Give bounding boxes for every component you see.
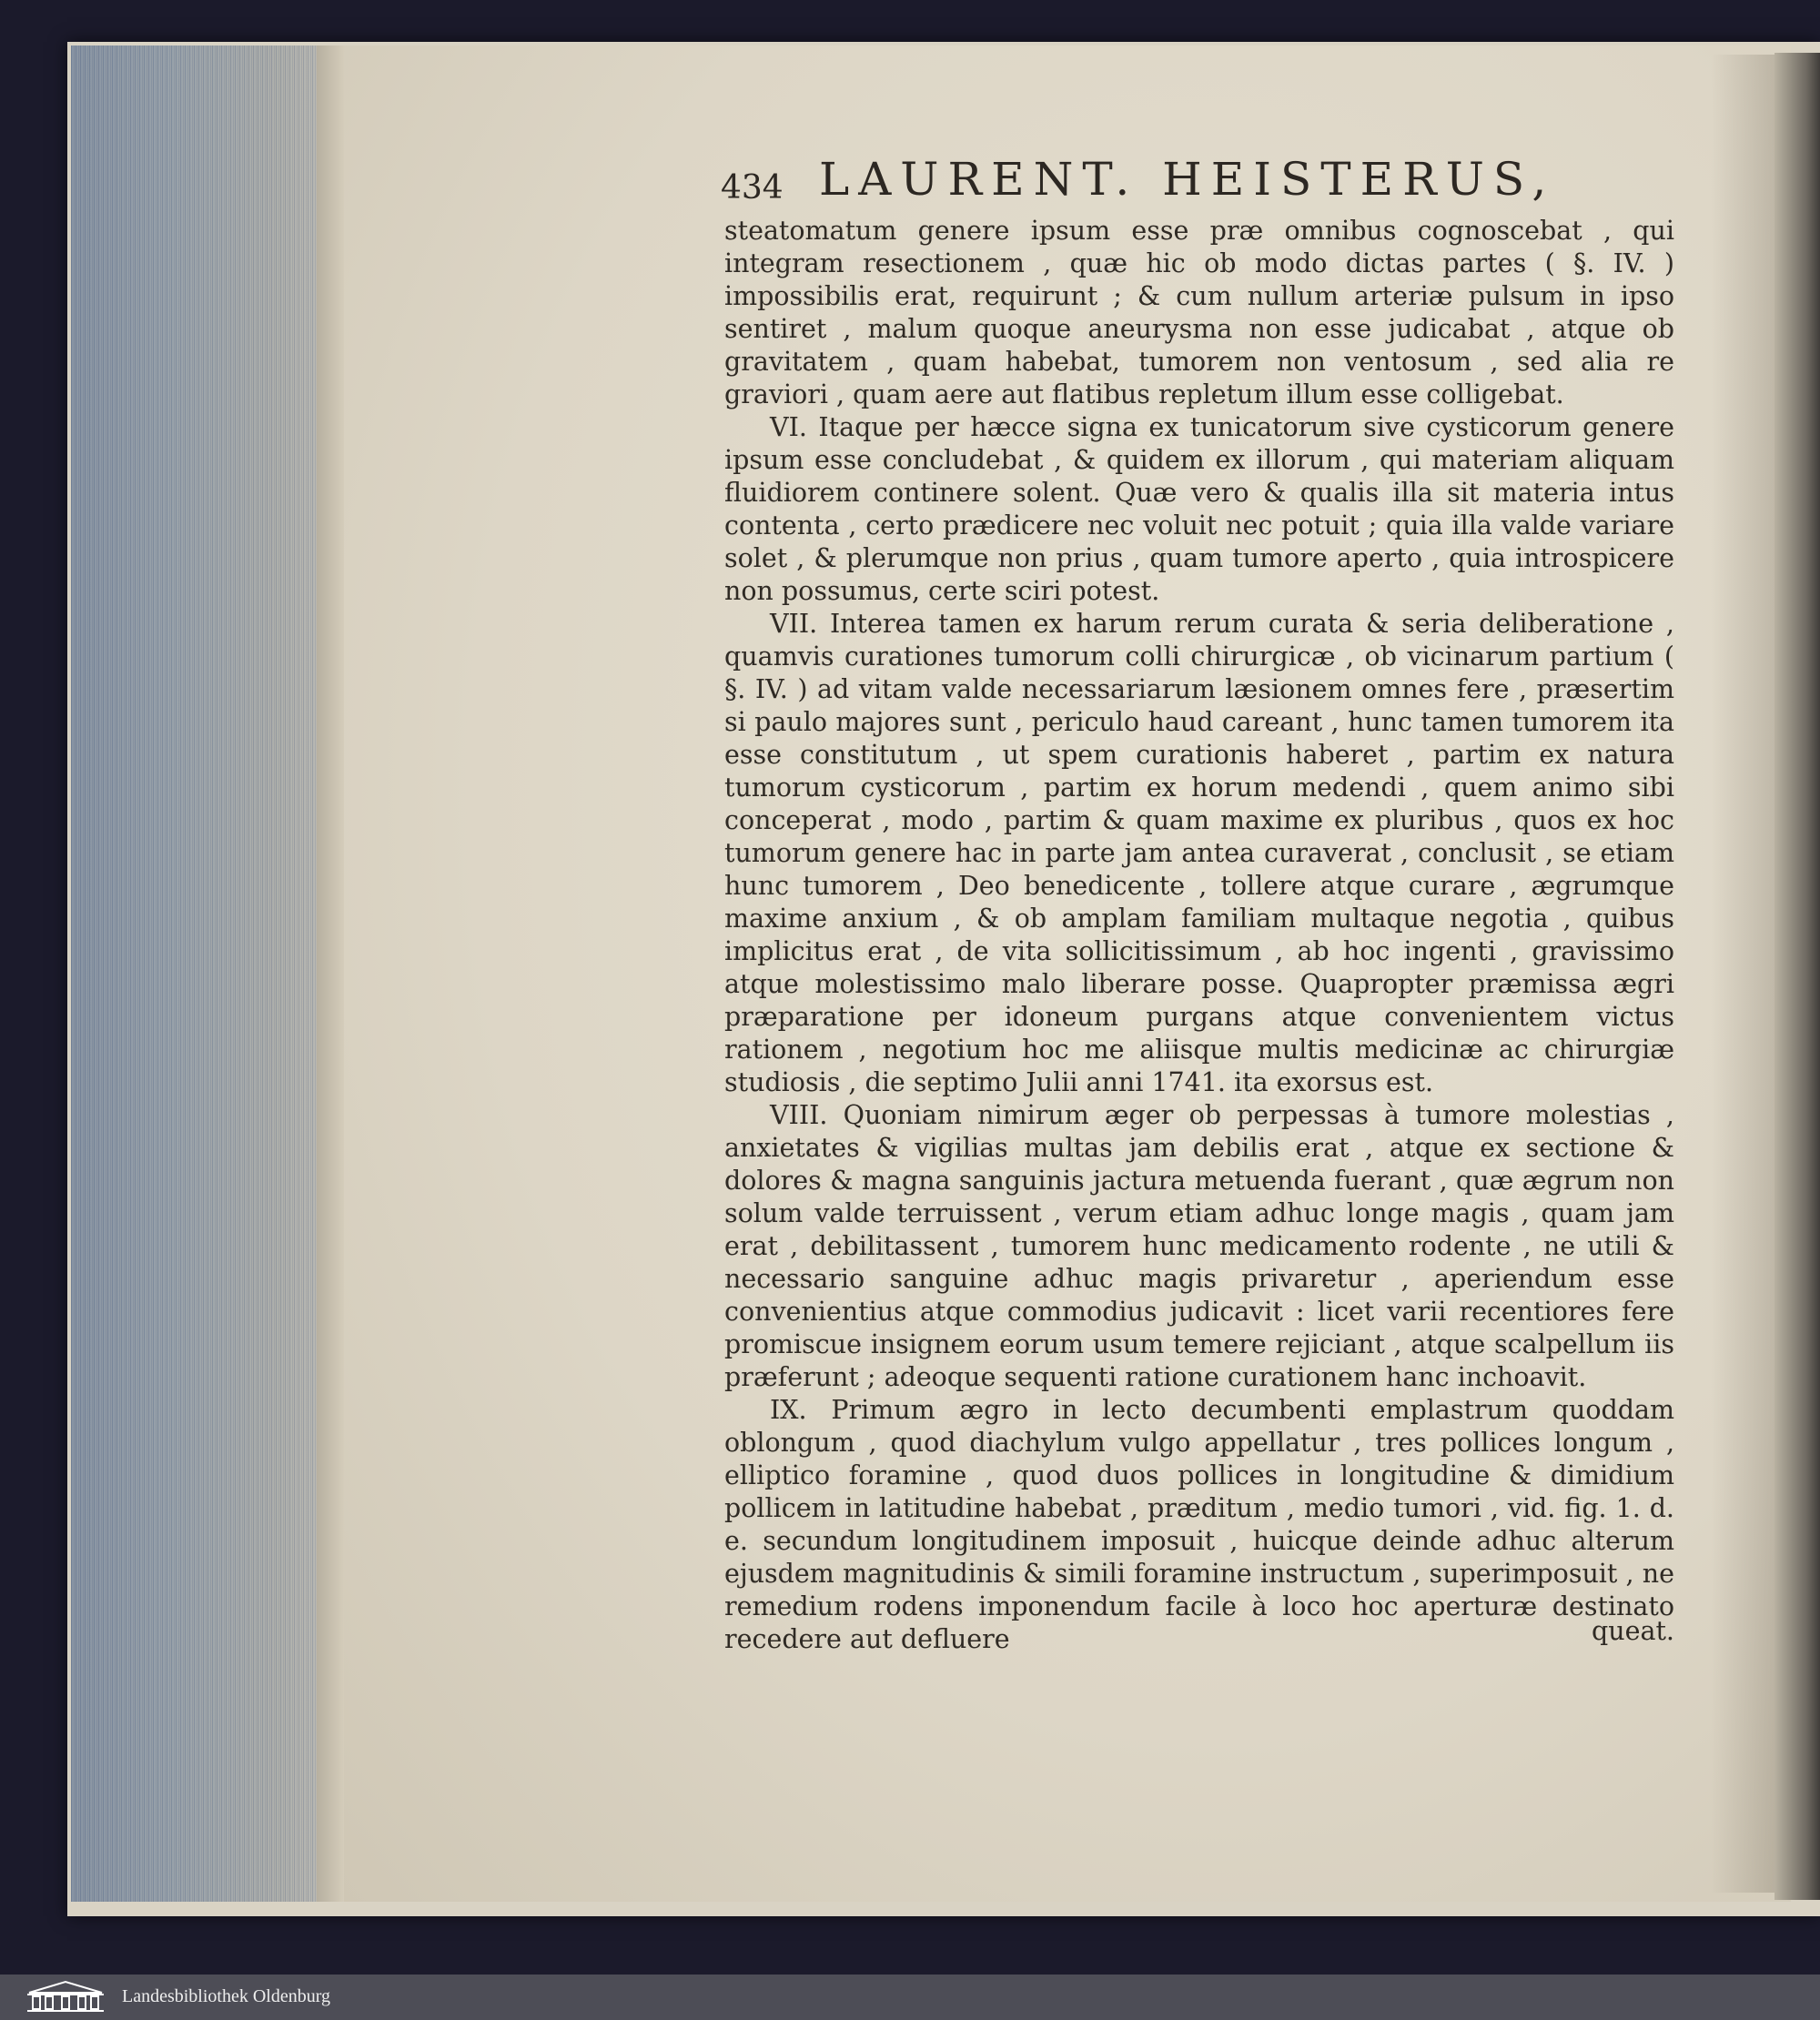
library-building-icon <box>20 1978 111 2015</box>
book-fore-edge <box>71 45 318 1902</box>
page-number: 434 <box>721 169 784 207</box>
paragraph: steatomatum genere ipsum esse præ omnibus cognoscebat , qui integram resectionem , quæ hic ob modo dictas partes ( §. IV. ) impossibilis erat, requirunt ; & cum nullum arteriæ pulsum in ipso sentiret , malum quoque aneurysma non esse judicabat , atque ob gravitatem , quam habebat, tumorem non ventosum , sed alia re graviori , quam aere aut flatibus repletum illum esse colligebat. <box>724 216 1674 409</box>
paragraph-vi: VI. Itaque per hæcce signa ex tunicatorum sive cysticorum genere ipsum esse concludebat , & quidem ex illorum , qui materiam aliquam fluidiorem continere solent. Quæ vero & qualis illa sit materia intus contenta , certo prædicere nec voluit nec potuit ; quia illa valde variare solet , & plerumque non prius , quam tumore aperto , quia introspicere non possumus, certe sciri potest. <box>724 412 1674 606</box>
facing-page-edge <box>1774 53 1820 1900</box>
paragraph-vii: VII. Interea tamen ex harum rerum curata & seria deliberatione , quamvis curationes tumorum colli chirurgicæ , ob vicinarum partium ( §. IV. ) ad vitam valde necessariarum læsionem omnes fere , præsertim si paulo majores sunt , periculo haud careant , hunc tamen tumorem ita esse constitutum , ut spem curationis haberet , partim ex natura tumorum cysticorum , partim ex horum medendi , quem animo sibi conceperat , modo , partim & quam maxime ex pluribus , quos ex hoc tumorum genere hac in parte jam antea curaverat , conclusit , se etiam hunc tumorem , Deo benedicente , tollere atque curare , ægrumque maxime anxium , & ob amplam familiam multaque negotia , quibus implicitus erat , de vita sollicitissimum , ab hoc ingenti , gravissimo atque molestissimo malo liberare posse. Quapropter præmissa ægri præparatione per idoneum purgans atque convenientem victus rationem , negotium hoc me aliisque multis medicinæ ac chirurgiæ studiosis , die septimo Julii anni 1741. ita exorsus est. <box>724 609 1674 1097</box>
paragraph-ix: IX. Primum ægro in lecto decumbenti emplastrum quoddam oblongum , quod diachylum vulgo appellatur , tres pollices longum , elliptico foramine , quod duos pollices in longitudine & dimidium pollicem in latitudine habebat , præditum , medio tumori , vid. fig. 1. d. e. secundum longitudinem imposuit , huicque deinde adhuc alterum ejusdem magnitudinis & simili foramine instructum , superimposuit , ne remedium rodens imponendum facile à loco hoc aperturæ destinato recedere aut defluere <box>724 1395 1674 1654</box>
library-name[interactable]: Landesbibliothek Oldenburg <box>122 1986 331 2006</box>
page-edge <box>317 45 344 1902</box>
running-head: LAURENT. HEISTERUS, <box>819 153 1556 206</box>
page-gutter-shadow <box>1711 55 1784 1893</box>
paragraph-viii: VIII. Quoniam nimirum æger ob perpessas à tumore molestias , anxietates & vigilias multas jam debilis erat , atque ex sectione & dolores & magna sanguinis jactura metuenda fuerant , quæ ægrum non solum valde terruissent , verum etiam adhuc longe magis , quam jam erat , debilitassent , tumorem hunc medicamento rodente , ne utili & necessario sanguine adhuc magis privaretur , aperiendum esse convenientius atque commodius judicavit : licet varii recentiores fere promiscue insignem eorum usum temere rejiciant , atque scalpellum iis præferunt ; adeoque sequenti ratione curationem hanc inchoavit. <box>724 1100 1674 1392</box>
catchword: queat. <box>1592 1616 1674 1646</box>
page-text <box>724 215 1674 1656</box>
